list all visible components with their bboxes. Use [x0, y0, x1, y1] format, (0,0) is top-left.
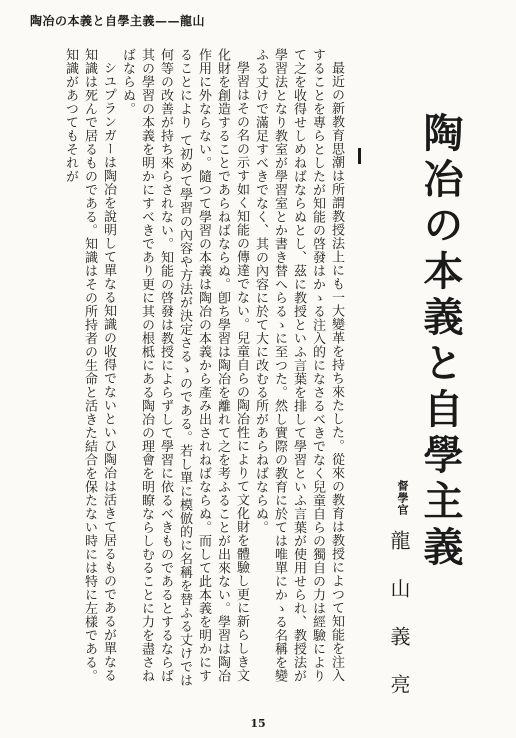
author-role: 督學官: [396, 480, 409, 516]
page-number: 15: [250, 717, 266, 730]
article-title: 陶冶の本義と自學主義: [417, 112, 464, 572]
section-number: [358, 148, 361, 164]
article-body: [36, 48, 346, 694]
author-name: 龍山義亮: [387, 530, 411, 722]
paragraph: シユプランガーは陶冶を說明して單なる知識の收得でないといひ陶冶は活きて居るものであるが單なる知識は死んで居るものである。知識はその所持者の生命と活きた結合を保たない時には特に左樣である。知識があつてもそれが: [63, 48, 116, 683]
running-header: 陶冶の本義と自學主義——龍山: [30, 14, 206, 28]
paragraph: 最近の新教育思潮は所謂教授法上にも一大變革を持ち來たした。從來の教育は教授によつて知能を注入することを專らとしたが知能の啓發はかゝる注入的になさるべきでなく兒童自らの獨自の力は經驗によりて之を收得せしめねばならぬとし、茲に教授といふ言葉を排して學習といふ言葉が使用せられ、教授法が學習法となり教室が學習室とか書き替へらるゝに至つた。然し實際の教育に於ては唯單にかゝる名稱を變ふる丈けで滿足すべきでなく、其の內容に於て大に改むる所があらねばならぬ。: [253, 48, 344, 683]
paragraph: 學習はその名の示す如く知能の傳達でない。兒童自らの陶冶性によりて文化財を體驗し更に新らしき文化財を創造することであらねばならぬ。卽ち學習は陶冶を離れて之を考ふることが出來ない。學習は陶冶作用に外ならない。隨つて學習の本義は陶冶の本義から產み出されねばならぬ。而して此本義を明かにすることにより て初めて學習の內容や方法が決定さるゝのである。若し單に模倣的に名稱を替ふる丈けでは何等の改善が持ち來らされない。知能の啓發は教授によらずして學習に依るべきものであるとするならば其の學習の本義を明かにすべきであり更に其の根柢にある陶冶の理會を明瞭ならしむることに力を盡さねばならぬ。: [120, 48, 249, 688]
